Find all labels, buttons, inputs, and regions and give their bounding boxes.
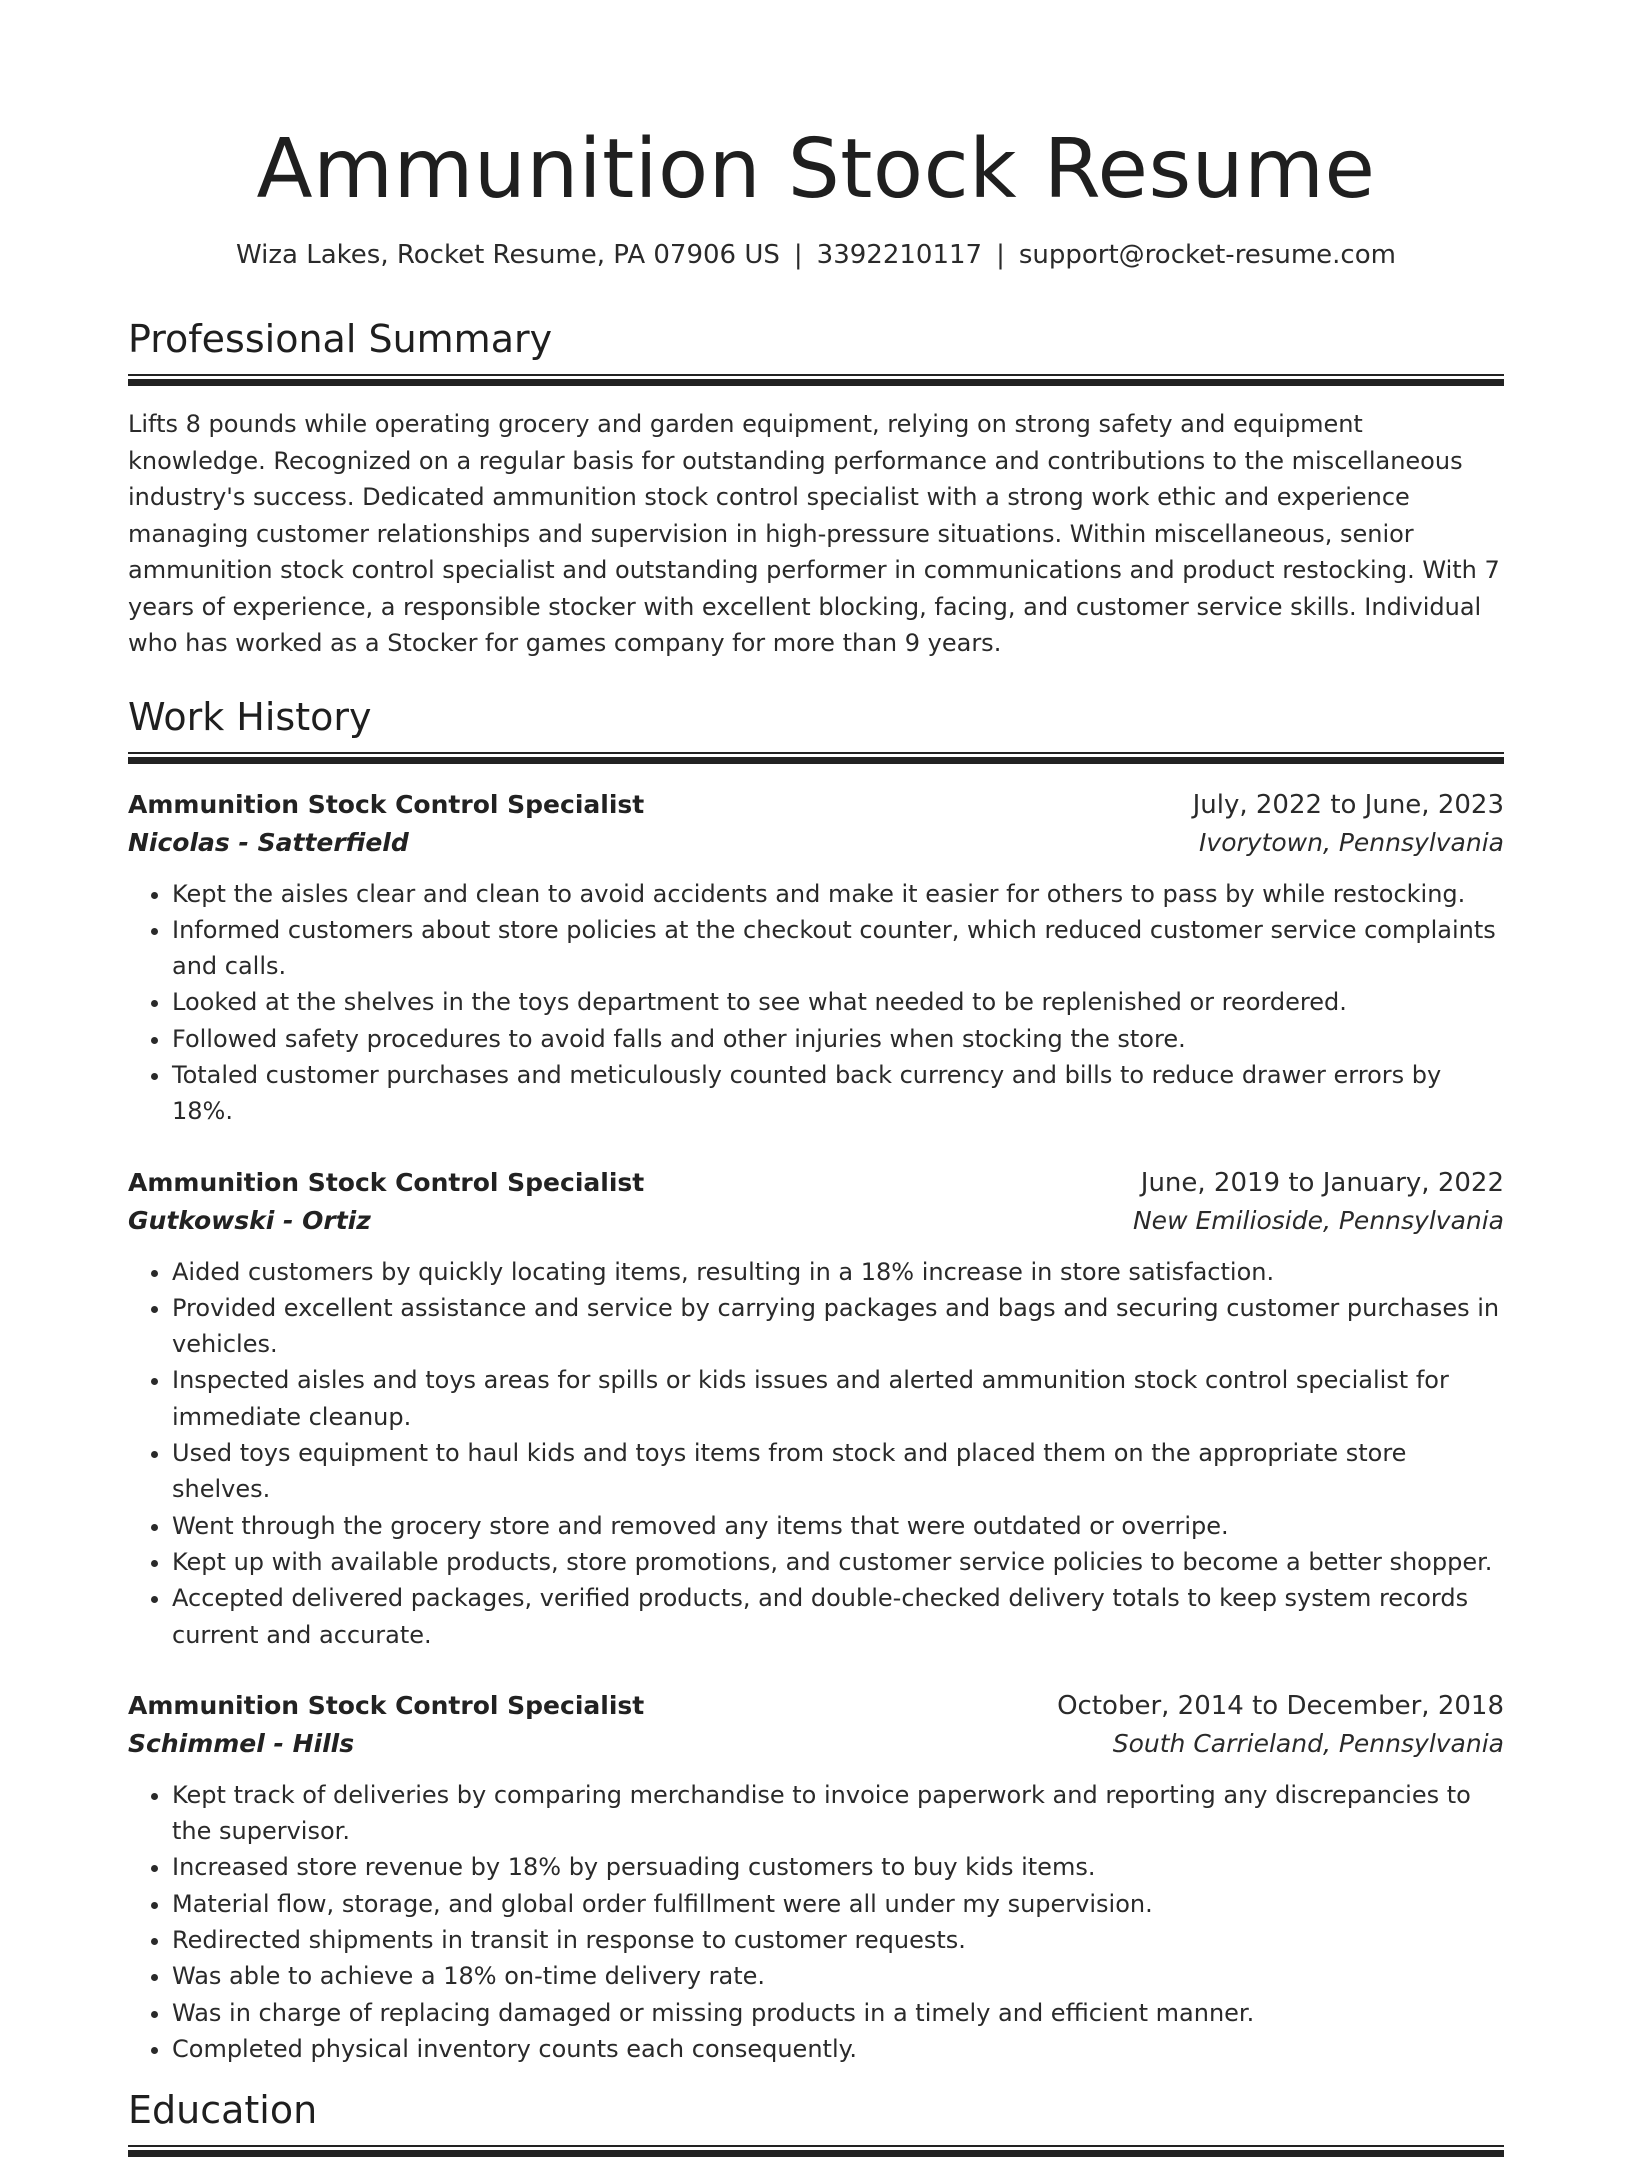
- job-bullet: • Went through the grocery store and removed any items that were outdated or overripe.: [172, 1508, 1504, 1544]
- contact-line: [128, 238, 1504, 272]
- contact-phone: 3392210117: [816, 240, 983, 270]
- section-heading-education: Education: [128, 2088, 318, 2133]
- job-bullet: • Aided customers by quickly locating items, resulting in a 18% increase in store satisfaction.: [172, 1254, 1504, 1290]
- job-bullet: • Informed customers about store policies at the checkout counter, which reduced customer service complaints and calls.: [172, 912, 1504, 985]
- job-company-row: [128, 1202, 1504, 1240]
- contact-email: support@rocket-resume.com: [1018, 240, 1396, 270]
- job-bullet: • Used toys equipment to haul kids and toys items from stock and placed them on the appropriate store shelves.: [172, 1435, 1504, 1508]
- job-bullet: • Redirected shipments in transit in response to customer requests.: [172, 1922, 1504, 1958]
- job-bullet-list: [128, 1254, 1504, 1653]
- job-dates: October, 2014 to December, 2018: [1057, 1690, 1504, 1721]
- job-entry: [128, 1164, 1504, 1653]
- job-header-row: [128, 786, 1504, 824]
- contact-address: Wiza Lakes, Rocket Resume, PA 07906 US: [236, 240, 780, 270]
- section-divider: [128, 2145, 1504, 2157]
- section-heading-summary: Professional Summary: [128, 317, 553, 361]
- job-bullet: • Inspected aisles and toys areas for spills or kids issues and alerted ammunition stock control specialist for immediate cleanup.: [172, 1362, 1504, 1435]
- job-company: Schimmel - Hills: [128, 1728, 355, 1758]
- job-company: Nicolas - Satterfield: [128, 827, 409, 857]
- education-section: [128, 2087, 1504, 2157]
- job-bullet: • Completed physical inventory counts each consequently.: [172, 2031, 1504, 2067]
- job-location: New Emilioside, Pennsylvania: [1132, 1205, 1504, 1235]
- contact-separator: |: [793, 240, 803, 270]
- job-location: South Carrieland, Pennsylvania: [1112, 1728, 1504, 1758]
- job-bullet: • Totaled customer purchases and meticulously counted back currency and bills to reduce drawer errors by 18%.: [172, 1057, 1504, 1130]
- work-history-section: [128, 694, 1504, 2068]
- section-heading-work-history: Work History: [128, 694, 372, 739]
- job-title: Ammunition Stock Control Specialist: [128, 1690, 645, 1720]
- contact-separator: |: [996, 240, 1005, 270]
- job-dates: July, 2022 to June, 2023: [1192, 789, 1504, 820]
- job-company-row: [128, 1725, 1504, 1763]
- job-bullet: • Kept the aisles clear and clean to avoid accidents and make it easier for others to pass by while restocking.: [172, 876, 1504, 912]
- job-bullet: • Increased store revenue by 18% by persuading customers to buy kids items.: [172, 1849, 1504, 1885]
- job-bullet: • Was able to achieve a 18% on-time delivery rate.: [172, 1958, 1504, 1994]
- job-company-row: [128, 824, 1504, 862]
- job-dates: June, 2019 to January, 2022: [1140, 1167, 1504, 1198]
- job-title: Ammunition Stock Control Specialist: [128, 789, 645, 819]
- job-bullet: • Was in charge of replacing damaged or missing products in a timely and efficient manner.: [172, 1995, 1504, 2031]
- section-divider: [128, 374, 1504, 386]
- job-bullet-list: [128, 1777, 1504, 2067]
- job-title: Ammunition Stock Control Specialist: [128, 1167, 645, 1197]
- job-bullet: • Kept up with available products, store promotions, and customer service policies to become a better shopper.: [172, 1544, 1504, 1580]
- job-bullet: • Material flow, storage, and global order fulfillment were all under my supervision.: [172, 1886, 1504, 1922]
- job-location: Ivorytown, Pennsylvania: [1199, 827, 1504, 857]
- section-divider: [128, 752, 1504, 764]
- job-bullet: • Accepted delivered packages, verified products, and double-checked delivery totals to keep system records current and accurate.: [172, 1580, 1504, 1653]
- job-header-row: [128, 1164, 1504, 1202]
- job-entry: [128, 786, 1504, 1130]
- job-bullet: • Kept track of deliveries by comparing merchandise to invoice paperwork and reporting any discrepancies to the supervisor.: [172, 1777, 1504, 1850]
- job-entry: [128, 1687, 1504, 2067]
- job-bullet-list: [128, 876, 1504, 1130]
- job-header-row: [128, 1687, 1504, 1725]
- job-company: Gutkowski - Ortiz: [128, 1205, 371, 1235]
- job-bullet: • Provided excellent assistance and service by carrying packages and bags and securing customer purchases in vehicles.: [172, 1290, 1504, 1363]
- resume-title: Ammunition Stock Resume: [256, 122, 1376, 217]
- professional-summary-section: [128, 316, 1504, 662]
- summary-paragraph: Lifts 8 pounds while operating grocery and garden equipment, relying on strong safety and equipment knowledge. Recognized on a regular basis for outstanding performance and contributions to the miscellaneous industry's success. Dedicated ammunition stock control specialist with a strong work ethic and experience managing customer relationships and supervision in high-pressure situations. Within miscellaneous, senior ammunition stock control specialist and outstanding performer in communications and product restocking. With 7 years of experience, a responsible stocker with excellent blocking, facing, and customer service skills. Individual who has worked as a Stocker for games company for more than 9 years.: [128, 410, 1500, 657]
- job-bullet: • Looked at the shelves in the toys department to see what needed to be replenished or reordered.: [172, 984, 1504, 1020]
- job-bullet: • Followed safety procedures to avoid falls and other injuries when stocking the store.: [172, 1021, 1504, 1057]
